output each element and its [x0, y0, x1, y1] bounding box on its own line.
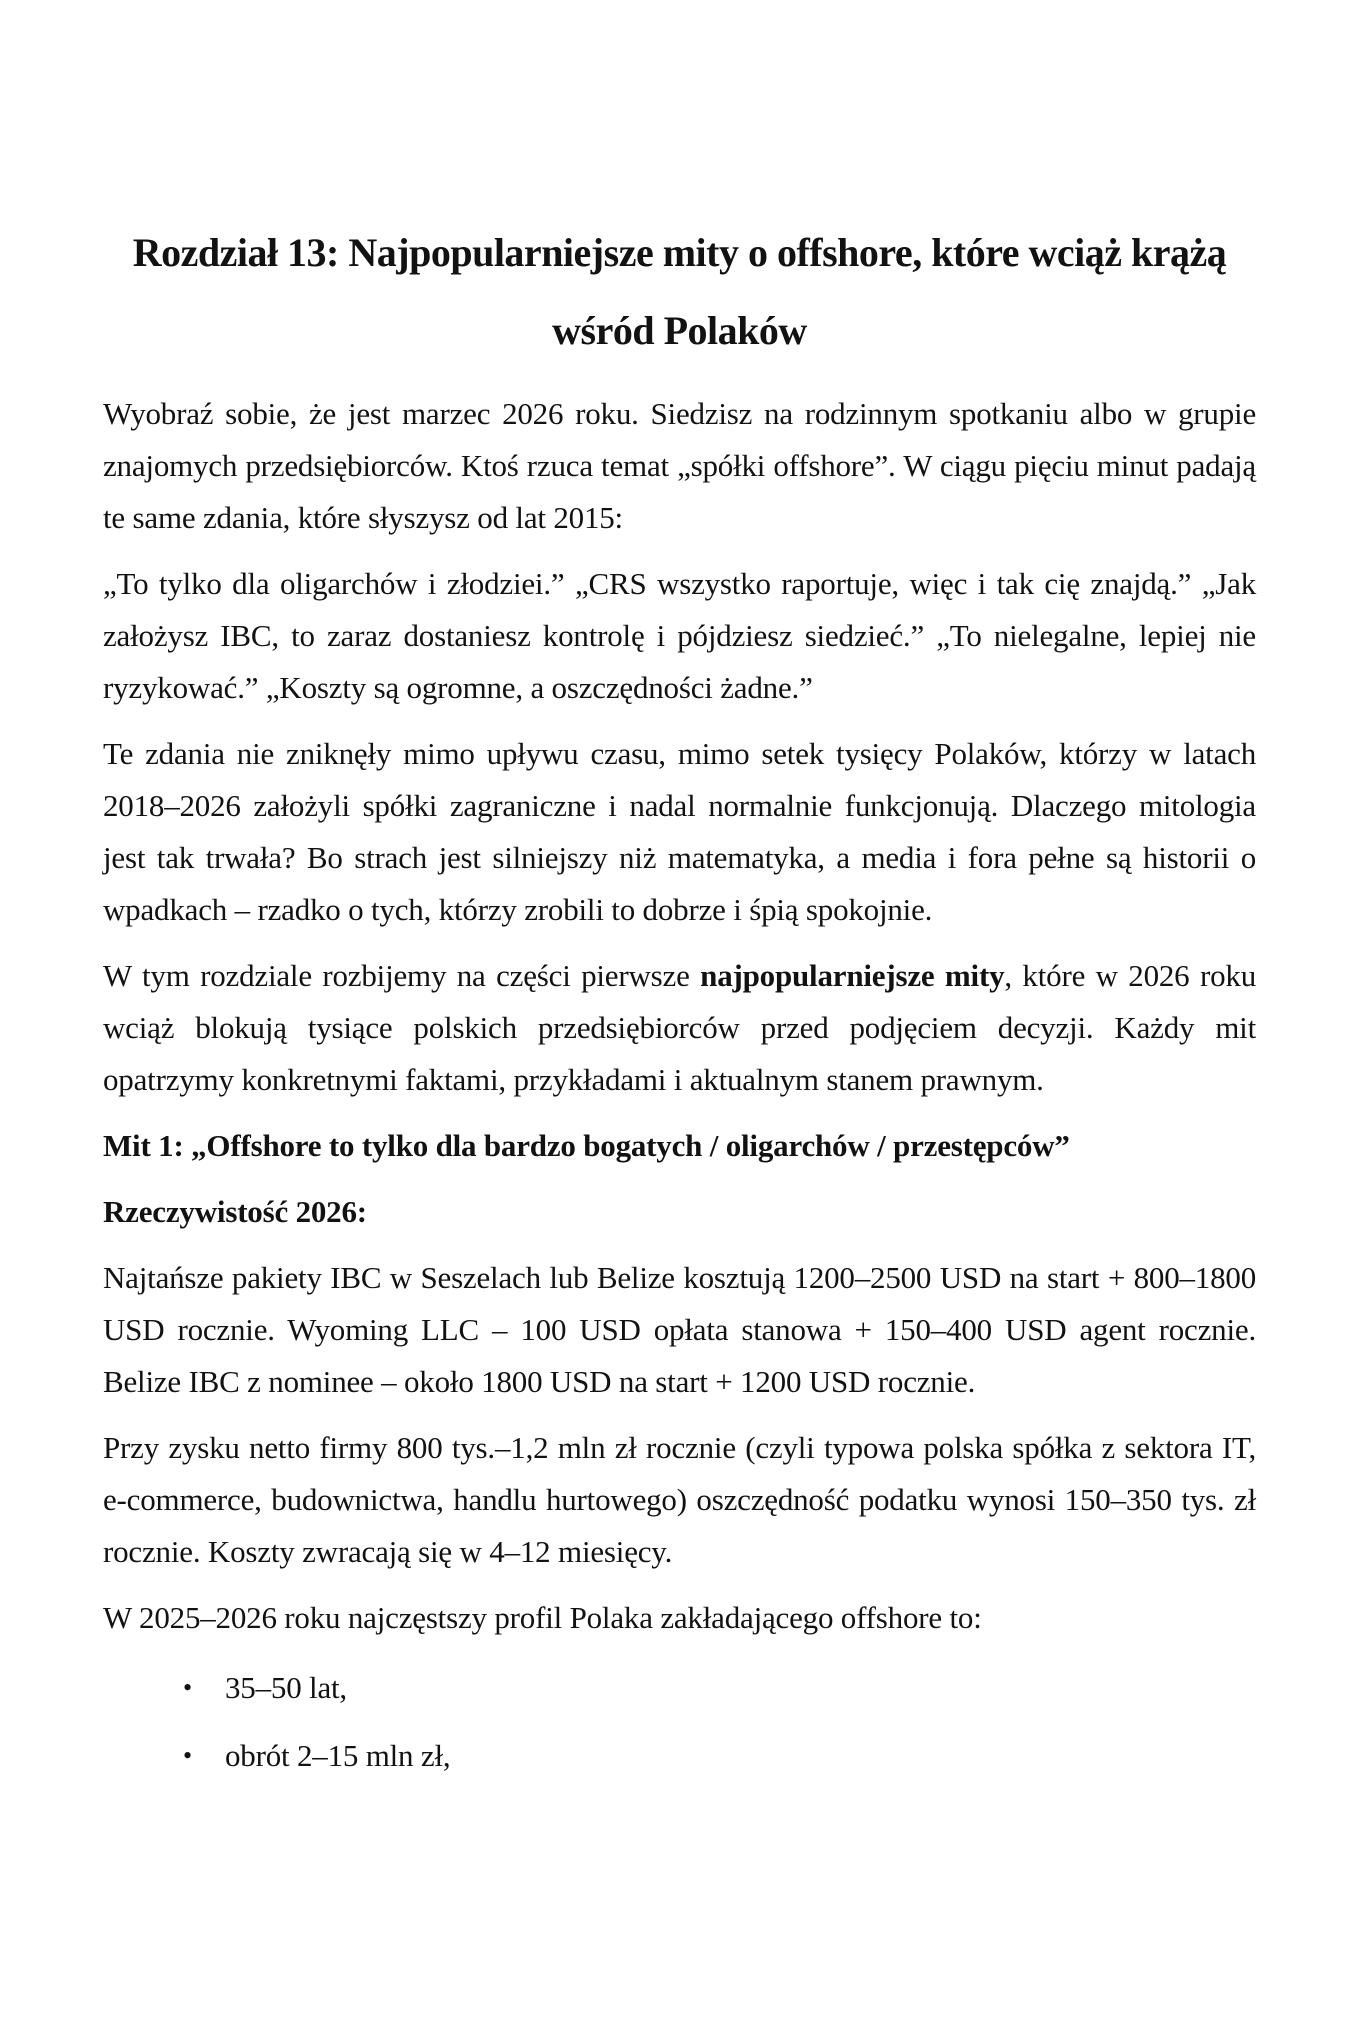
paragraph-ibc-costs: Najtańsze pakiety IBC w Seszelach lub Belize kosztują 1200–2500 USD na start + 800–1800 USD rocznie. Wyoming LLC – 100 USD opłata stanowa + 150–400 USD agent rocznie. Belize IBC z nominee – około 1800 USD na start + 1200 USD rocznie.	[103, 1260, 1256, 1399]
chapter-title: Rozdział 13: Najpopularniejsze mity o offshore, które wciąż krążą wśród Polaków	[132, 230, 1227, 353]
paragraph-myth-persistence: Te zdania nie zniknęły mimo upływu czasu, mimo setek tysięcy Polaków, którzy w latach 2018–2026 założyli spółki zagraniczne i nadal normalnie funkcjonują. Dlaczego mitologia jest tak trwała? Bo strach jest silniejszy niż matematyka, a media i fora pełne są historii o wpadkach – rzadko o tych, którzy zrobili to dobrze i śpią spokojnie.	[103, 736, 1256, 927]
paragraph-myth-quotes: „To tylko dla oligarchów i złodziei.” „CRS wszystko raportuje, więc i tak cię znajdą.” „Jak założysz IBC, to zaraz dostaniesz kontrolę i pójdziesz siedzieć.” „To nielegalne, lepiej nie ryzykować.” „Koszty są ogromne, a oszczędności żadne.”	[103, 566, 1256, 705]
profile-bullet-list	[103, 1662, 1256, 1782]
chapter-goal-text-before: W tym rozdziale rozbijemy na części pierwsze	[103, 958, 701, 993]
list-item-age-label: 35–50 lat,	[225, 1670, 347, 1705]
paragraph-chapter-goal	[103, 950, 1256, 1106]
paragraph-profile-intro: W 2025–2026 roku najczęstszy profil Polaka zakładającego offshore to:	[103, 1600, 982, 1635]
list-item-revenue-label: obrót 2–15 mln zł,	[225, 1738, 451, 1773]
list-item-revenue	[103, 1730, 1256, 1782]
chapter-goal-text-after: , które w 2026 roku wciąż blokują tysiące polskich przedsiębiorców przed podjęciem decyzji. Każdy mit opatrzymy konkretnymi faktami, przykładami i aktualnym stanem prawnym.	[103, 958, 1256, 1097]
chapter-goal-bold-phrase: najpopularniejsze mity	[700, 958, 1005, 993]
paragraph-tax-savings: Przy zysku netto firmy 800 tys.–1,2 mln zł rocznie (czyli typowa polska spółka z sektora IT, e-commerce, budownictwa, handlu hurtowego) oszczędność podatku wynosi 150–350 tys. zł rocznie. Koszty zwracają się w 4–12 miesięcy.	[103, 1430, 1256, 1569]
bullet-dot-icon: •	[183, 1673, 192, 1702]
bullet-dot-icon: •	[183, 1741, 192, 1770]
heading-reality-2026: Rzeczywistość 2026:	[103, 1194, 367, 1229]
heading-myth-1: Mit 1: „Offshore to tylko dla bardzo bogatych / oligarchów / przestępców”	[103, 1128, 1070, 1163]
list-item-age	[103, 1662, 1256, 1714]
paragraph-intro: Wyobraź sobie, że jest marzec 2026 roku. Siedzisz na rodzinnym spotkaniu albo w grupie znajomych przedsiębiorców. Ktoś rzuca temat „spółki offshore”. W ciągu pięciu minut padają te same zdania, które słyszysz od lat 2015:	[103, 396, 1256, 535]
